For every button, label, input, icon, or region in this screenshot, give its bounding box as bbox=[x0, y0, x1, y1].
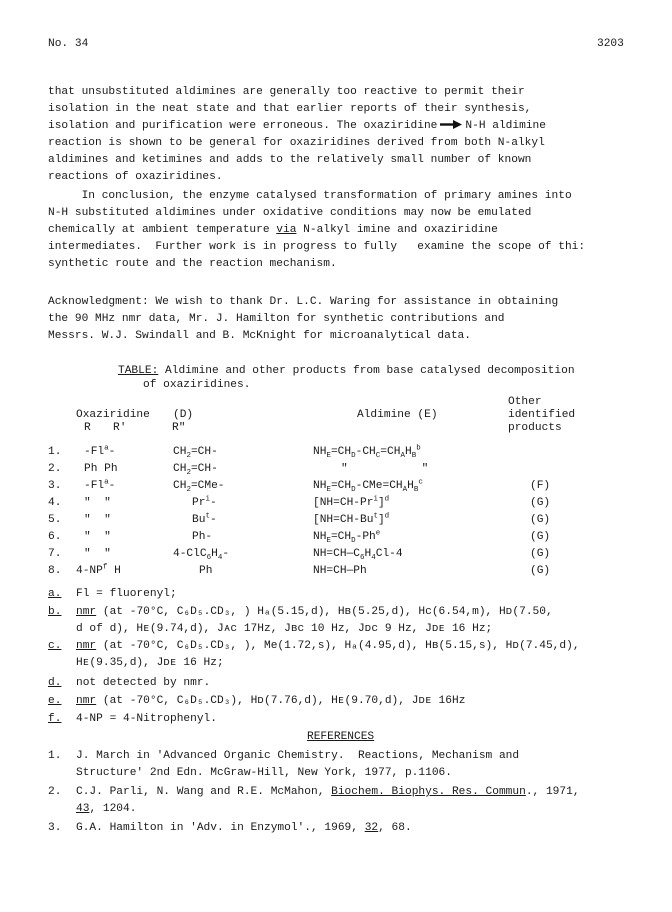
body-text: N-H aldimine bbox=[465, 120, 546, 132]
row-rr: -Fl$^a$- bbox=[84, 478, 116, 492]
footnote-key-e: e. bbox=[48, 695, 62, 707]
footnote-text-c: nmr (at -70°C, C₆D₅.CD₃, ), Me(1.72,s), Hₐ(4.95,d), Hʙ(5.15,s), Hᴅ(7.45,d), bbox=[76, 640, 580, 652]
table-caption bbox=[118, 365, 575, 377]
row-rpp: $CH_2=CH-$ bbox=[173, 446, 218, 461]
row-other: (F) bbox=[530, 480, 551, 492]
reference-number: 3. bbox=[48, 822, 62, 834]
caption-text: Aldimine and other products from base catalysed decomposition bbox=[158, 365, 575, 377]
footnote-key-b: b. bbox=[48, 606, 62, 618]
row-rr: " " bbox=[84, 531, 111, 543]
table-caption-cont: of oxaziridines. bbox=[143, 379, 251, 391]
row-other: (G) bbox=[530, 565, 551, 577]
page-number: 3203 bbox=[597, 38, 624, 50]
reference-text: J. March in 'Advanced Organic Chemistry. Reactions, Mechanism and bbox=[76, 750, 520, 762]
body-line: aldimines and ketimines and adds to the relatively small number of known bbox=[48, 154, 532, 166]
footnote-text-b-cont: d of d), Hᴇ(9.74,d), Jᴀᴄ 17Hz, Jʙᴄ 10 Hz, Jᴅᴄ 9 Hz, Jᴅᴇ 16 Hz; bbox=[76, 623, 493, 635]
body-text: chemically at ambient temperature bbox=[48, 224, 277, 236]
footnote-key-d: d. bbox=[48, 677, 62, 689]
row-rpp: Bu$^t$- bbox=[192, 512, 217, 526]
body-line: N-H substituted aldimines under oxidative conditions may now be emulated bbox=[48, 207, 532, 219]
reference-number: 2. bbox=[48, 786, 62, 798]
footnote-key-c: c. bbox=[48, 640, 62, 652]
row-rr: " " bbox=[84, 497, 111, 509]
footnote-key-f: f. bbox=[48, 713, 62, 725]
header-oxaziridine: Oxaziridine bbox=[76, 409, 150, 421]
header-identified: identified bbox=[508, 409, 576, 421]
reference-text-cont: 43, 1204. bbox=[76, 803, 137, 815]
row-aldimine: $[NH=CH-Pr^i]^d$ bbox=[313, 495, 390, 509]
references-heading: REFERENCES bbox=[307, 731, 375, 743]
body-line: reactions of oxaziridines. bbox=[48, 171, 223, 183]
reference-text: G.A. Hamilton in 'Adv. in Enzymol'., 1969, 32, 68. bbox=[76, 822, 412, 834]
footnote-text-e: nmr (at -70°C, C₆D₅.CD₃), Hᴅ(7.76,d), Hᴇ(9.70,d), Jᴅᴇ 16Hz bbox=[76, 695, 466, 707]
row-other: (G) bbox=[530, 548, 551, 560]
header-products: products bbox=[508, 422, 562, 434]
header-r-prime: R' bbox=[113, 422, 127, 434]
row-rr: " " bbox=[84, 514, 111, 526]
row-aldimine: $NH=CH—C_6H_4Cl-4$ bbox=[313, 548, 403, 563]
row-rpp: Pr$^i$- bbox=[192, 495, 217, 509]
row-number: 6. bbox=[48, 531, 62, 543]
footnote-text-d: not detected by nmr. bbox=[76, 677, 211, 689]
row-rpp: $CH_2=CMe-$ bbox=[173, 480, 225, 495]
body-text: N-alkyl imine and oxaziridine bbox=[296, 224, 498, 236]
header-d: (D) bbox=[173, 409, 194, 421]
body-line: intermediates. Further work is in progress to fully examine the scope of thi: bbox=[48, 241, 586, 253]
row-rpp: $CH_2=CH-$ bbox=[173, 463, 218, 478]
header-r: R bbox=[84, 422, 91, 434]
row-number: 2. bbox=[48, 463, 62, 475]
emphasis-via: via bbox=[276, 224, 297, 236]
row-rr: -Fl$^a$- bbox=[84, 444, 116, 458]
acknowledgment-line: the 90 MHz nmr data, Mr. J. Hamilton for synthetic contributions and bbox=[48, 313, 505, 325]
body-line: reaction is shown to be general for oxaziridines derived from both N-alkyl bbox=[48, 137, 545, 149]
table-label: TABLE: bbox=[118, 365, 159, 377]
row-aldimine: $NH_E=CH_D-CH_C=CH_AH_B^b$ bbox=[313, 444, 421, 461]
header-r-dprime: R" bbox=[172, 422, 186, 434]
journal-issue: No. 34 bbox=[48, 38, 89, 50]
row-number: 5. bbox=[48, 514, 62, 526]
body-text: isolation and purification were erroneous. The oxaziridine bbox=[48, 120, 438, 132]
row-rpp: $4-ClC_6H_4-$ bbox=[173, 548, 230, 563]
body-line: isolation in the neat state and that earlier reports of their synthesis, bbox=[48, 103, 532, 115]
row-number: 1. bbox=[48, 446, 62, 458]
footnote-text-a: Fl = fluorenyl; bbox=[76, 588, 177, 600]
footnote-text-f: 4-NP = 4-Nitrophenyl. bbox=[76, 713, 217, 725]
body-line bbox=[48, 119, 546, 134]
row-other: (G) bbox=[530, 531, 551, 543]
body-line: In conclusion, the enzyme catalysed transformation of primary amines into bbox=[48, 190, 572, 202]
reaction-arrow-icon bbox=[440, 120, 462, 129]
row-rr: $4-NP^f$ H bbox=[76, 563, 121, 577]
row-aldimine: $NH_E=CH_D-CMe=CH_AH_B^c$ bbox=[313, 478, 423, 495]
row-rpp: Ph- bbox=[192, 531, 213, 543]
row-number: 8. bbox=[48, 565, 62, 577]
body-line: that unsubstituted aldimines are generally too reactive to permit their bbox=[48, 86, 525, 98]
row-rr: " " bbox=[84, 548, 111, 560]
row-number: 4. bbox=[48, 497, 62, 509]
footnote-key-a: a. bbox=[48, 588, 62, 600]
header-aldimine: Aldimine (E) bbox=[357, 409, 438, 421]
row-aldimine: $NH_E=CH_D-Ph^e$ bbox=[313, 529, 381, 546]
reference-number: 1. bbox=[48, 750, 62, 762]
body-line bbox=[48, 223, 498, 238]
row-rpp: Ph bbox=[199, 565, 213, 577]
row-aldimine: $[NH=CH-Bu^t]^d$ bbox=[313, 512, 390, 526]
reference-text: C.J. Parli, N. Wang and R.E. McMahon, Biochem. Biophys. Res. Commun., 1971, bbox=[76, 786, 580, 798]
row-aldimine: NH=CH—Ph bbox=[313, 565, 367, 577]
acknowledgment-line: Messrs. W.J. Swindall and B. McKnight for microanalytical data. bbox=[48, 330, 471, 342]
row-aldimine: " " bbox=[341, 463, 429, 475]
row-number: 3. bbox=[48, 480, 62, 492]
footnote-text-b: nmr (at -70°C, C₆D₅.CD₃, ) Hₐ(5.15,d), Hʙ(5.25,d), Hᴄ(6.54,m), Hᴅ(7.50, bbox=[76, 606, 553, 618]
row-other: (G) bbox=[530, 497, 551, 509]
footnote-text-c-cont: Hᴇ(9.35,d), Jᴅᴇ 16 Hz; bbox=[76, 657, 224, 669]
row-number: 7. bbox=[48, 548, 62, 560]
header-other: Other bbox=[508, 396, 542, 408]
body-line: synthetic route and the reaction mechanism. bbox=[48, 258, 337, 270]
acknowledgment-line: Acknowledgment: We wish to thank Dr. L.C. Waring for assistance in obtaining bbox=[48, 296, 559, 308]
row-other: (G) bbox=[530, 514, 551, 526]
reference-text-cont: Structure' 2nd Edn. McGraw-Hill, New York, 1977, p.1106. bbox=[76, 767, 452, 779]
row-rr: Ph Ph bbox=[84, 463, 118, 475]
